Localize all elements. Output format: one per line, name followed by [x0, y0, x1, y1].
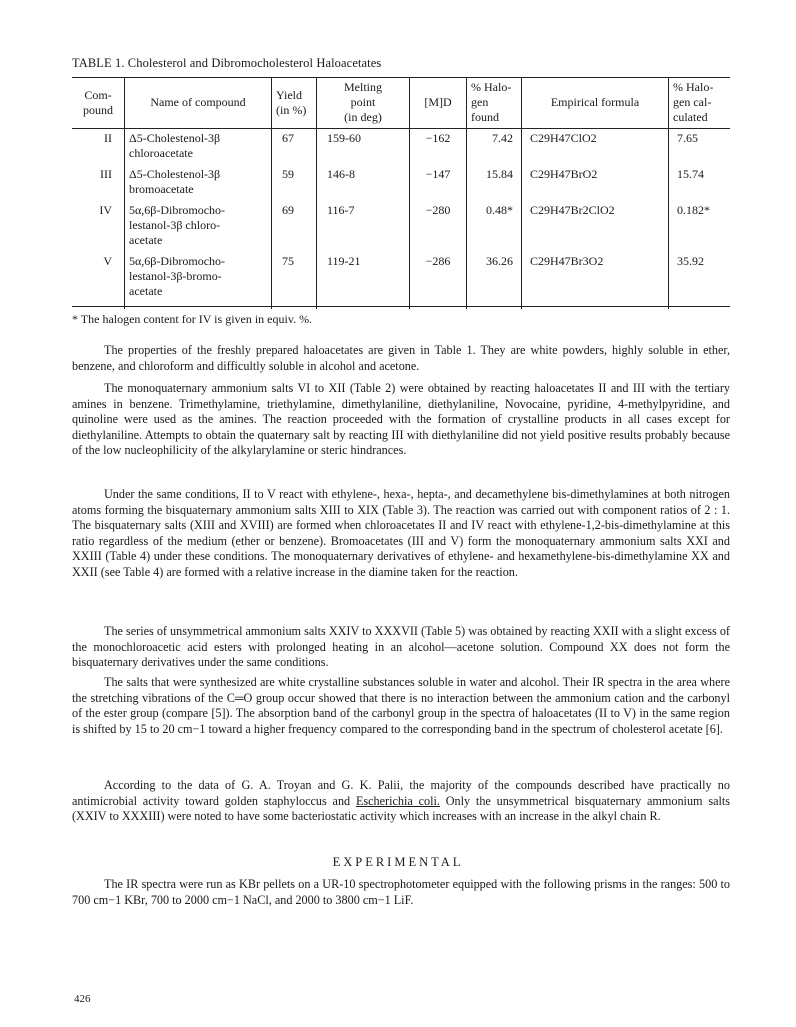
cell-halogen-calculated: 35.92: [669, 252, 731, 309]
paragraph-experimental: The IR spectra were run as KBr pellets on a UR-10 spectrophotometer equipped with the following prisms in the ranges: 500 to 700 cm−1 KBr, 700 to 2000 cm−1 NaCl, and 2000 to 3800 cm−1 LiF.: [72, 877, 730, 907]
table-row: [72, 252, 730, 309]
cell-yield: 69: [272, 201, 317, 252]
cell-formula: C29H47BrO2: [522, 165, 669, 201]
cell-name: [125, 252, 272, 309]
header-compound-line: Com-: [84, 87, 112, 102]
cell-yield: 59: [272, 165, 317, 201]
organism-name: Escherichia coli.: [355, 793, 440, 808]
page-number: 426: [74, 993, 91, 1005]
header-mp-line: (in deg): [344, 110, 382, 124]
cell-halogen-found: 0.48*: [467, 201, 522, 252]
paragraph-monoquaternary: The monoquaternary ammonium salts VI to XII (Table 2) were obtained by reacting haloacetates II and III with the tertiary amines in benzene. Trimethylamine, triethylamine, dimethylaniline, diethylaniline, Novocaine, pyridine, 4-methylpyridine, and quinoline were used as the amines. The reaction proceeded with the formation of crystalline products in all cases except for diethylaniline. Attempts to obtain the quaternary salt by reacting III with diethylaniline did not yield positive results probably because of the low nucleophilicity of the alkylarylamine or steric hindrances.: [72, 381, 730, 458]
cell-halogen-calculated: 15.74: [669, 165, 731, 201]
cell-formula: C29H47Br3O2: [522, 252, 669, 309]
header-rotation: [410, 78, 467, 129]
section-heading-experimental: EXPERIMENTAL: [332, 855, 464, 869]
cell-name-line: acetate: [129, 233, 163, 247]
header-yield-line: Yield: [276, 87, 302, 102]
cell-compound: II: [104, 131, 112, 145]
cell-compound: V: [103, 254, 112, 268]
cell-name: [125, 201, 272, 252]
cell-compound: IV: [99, 203, 112, 217]
header-melting-point: [317, 78, 410, 129]
cell-halogen-found: 7.42: [467, 129, 522, 166]
paragraph-antimicrobial: [72, 778, 730, 825]
table-footnote: * The halogen content for IV is given in equiv. %.: [72, 312, 313, 326]
cell-rotation: −162: [410, 129, 467, 166]
cell-rotation: −147: [410, 165, 467, 201]
paragraph-properties: The properties of the freshly prepared haloacetates are given in Table 1. They are white powders, highly soluble in ether, benzene, and chloroform and difficultly soluble in alcohol and acetone.: [72, 343, 730, 373]
paragraph-bisquaternary: Under the same conditions, II to V react with ethylene-, hexa-, hepta-, and decamethylene bis-dimethylamines at both nitrogen atoms forming the bisquaternary ammonium salts XIII to XIX (Table 3). The reaction was carried out with component ratios of 2 : 1. The bisquaternary salts (XIII and XVIII) are formed when chloroacetates II and IV react with ethylene-1,2-bis-dimethylamine at this ratio regardless of the medium (ether or benzene). Bromoacetates (III and V) form the monoquaternary ammonium salts XXI and XXIII (Table 4) under these conditions. The monoquaternary derivatives of ethylene- and hexamethylene-bis-dimethylamine XX and XXII (see Table 4) are formed with a relative increase in the diamine taken for the reaction.: [72, 487, 730, 579]
table-row: [72, 165, 730, 201]
haloacetates-table: [72, 77, 730, 309]
cell-melting-point: 116-7: [317, 201, 410, 252]
cell-name-line: lestanol-3β chloro-: [129, 218, 221, 232]
cell-name-line: bromoacetate: [129, 182, 194, 196]
header-found-line: found: [471, 110, 499, 124]
paragraph-unsymmetrical: The series of unsymmetrical ammonium salts XXIV to XXXVII (Table 5) was obtained by reacting XXII with a slight excess of the monochloroacetic acid esters with prolonged heating in an alcohol—acetone solution. Compound XX does not form the bisquaternary derivatives under the same conditions.: [72, 624, 730, 670]
cell-name: [125, 165, 272, 201]
table-title: TABLE 1. Cholesterol and Dibromocholesterol Haloacetates: [72, 56, 382, 70]
cell-compound: III: [100, 167, 112, 181]
cell-halogen-found: 15.84: [467, 165, 522, 201]
header-yield-line: (in %): [276, 102, 307, 117]
cell-name-line: Δ5-Cholestenol-3β: [129, 131, 221, 145]
paragraph-ir-spectra: The salts that were synthesized are white crystalline substances soluble in water and alcohol. Their IR spectra in the area where the stretching vibrations of the C═O group occur showed that there is no interaction between the ammonium cation and the carbonyl of the ester group (compare [5]). The absorption band of the carbonyl group in the spectra of haloacetates (II to V) in the same region is shifted by 15 to 20 cm−1 toward a higher frequency compared to the corresponding band in the spectrum of cholesterol acetate [6].: [72, 675, 730, 736]
paragraph-antimicrobial-text: According to the data of G. A. Troyan and G. K. Palii, the majority of the compounds described have practically no antimicrobial activity toward golden staphyloccus and: [72, 778, 730, 808]
cell-name-line: Δ5-Cholestenol-3β: [129, 167, 221, 181]
header-compound: [72, 78, 125, 129]
cell-name-line: lestanol-3β-bromo-: [129, 269, 222, 283]
table-header-row: [72, 78, 730, 129]
header-calc-line: gen cal-: [673, 95, 712, 109]
cell-formula: C29H47ClO2: [522, 129, 669, 166]
table-row: [72, 201, 730, 252]
cell-name-line: acetate: [129, 284, 163, 298]
header-mp-line: Melting: [344, 80, 382, 94]
header-yield: [272, 78, 317, 129]
cell-name-line: 5α,6β-Dibromocho-: [129, 254, 226, 268]
cell-halogen-calculated: 7.65: [669, 129, 731, 166]
table-row: [72, 129, 730, 166]
table-bottom-rule: [72, 306, 730, 307]
cell-yield: 75: [272, 252, 317, 309]
cell-melting-point: 159-60: [317, 129, 410, 166]
cell-name: [125, 129, 272, 166]
cell-halogen-found: 36.26: [467, 252, 522, 309]
header-found-line: gen: [471, 95, 489, 109]
header-halogen-calculated: [669, 78, 731, 129]
header-mp-line: point: [350, 95, 376, 109]
header-calc-line: culated: [673, 110, 708, 124]
header-empirical-formula: [522, 78, 669, 129]
cell-rotation: −280: [410, 201, 467, 252]
cell-name-line: chloroacetate: [129, 146, 193, 160]
header-calc-line: % Halo-: [673, 80, 714, 94]
paragraph-antimicrobial-text: Only the unsymmetrical bisquaternary ammonium salts (XXIV to XXXIII) were noted to have some bacteriostatic activity which increases with an increase in the alkyl chain R.: [72, 793, 730, 824]
header-halogen-found: [467, 78, 522, 129]
cell-formula: C29H47Br2ClO2: [522, 201, 669, 252]
cell-halogen-calculated: 0.182*: [669, 201, 731, 252]
header-name-line: Name of compound: [150, 95, 246, 109]
cell-rotation: −286: [410, 252, 467, 309]
header-compound-line: pound: [83, 102, 113, 117]
header-formula-line: Empirical formula: [550, 95, 640, 109]
cell-yield: 67: [272, 129, 317, 166]
cell-melting-point: 146-8: [317, 165, 410, 201]
header-name: [125, 78, 272, 129]
header-found-line: % Halo-: [471, 80, 512, 94]
cell-melting-point: 119-21: [317, 252, 410, 309]
header-md-line: [M]D: [424, 95, 452, 109]
cell-name-line: 5α,6β-Dibromocho-: [129, 203, 226, 217]
